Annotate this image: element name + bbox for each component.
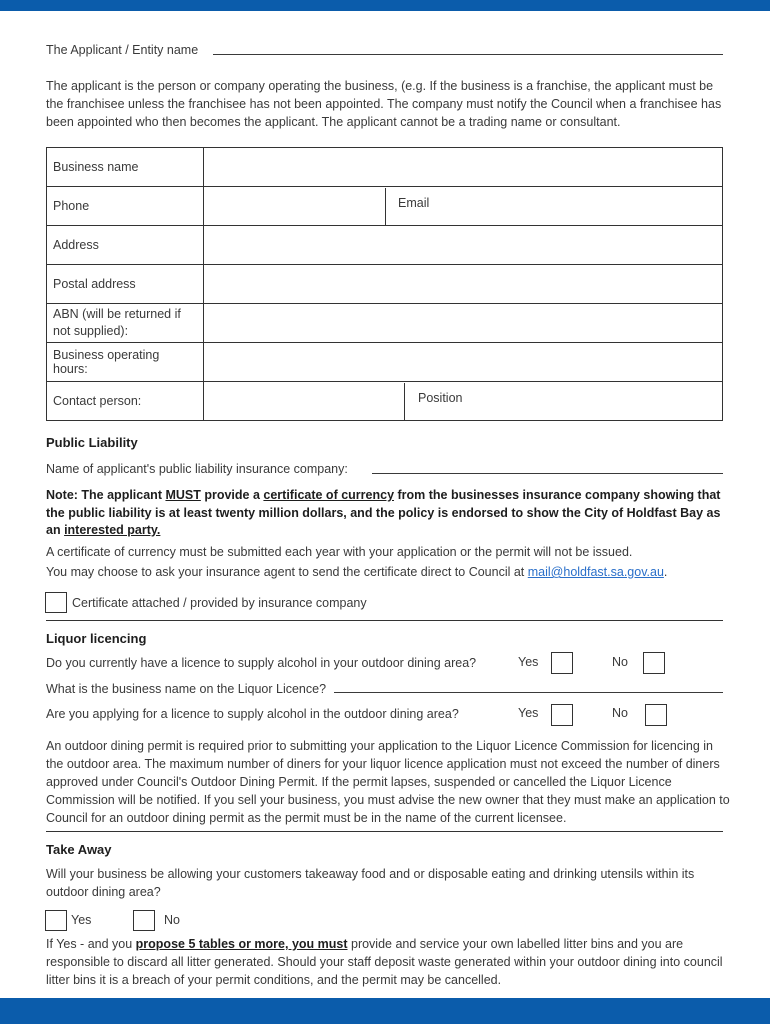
postal-address-label: Postal address bbox=[47, 265, 204, 304]
business-details-table bbox=[46, 147, 723, 421]
liquor-q1-yes-checkbox[interactable] bbox=[551, 652, 573, 674]
liquor-q2-text: What is the business name on the Liquor Licence? bbox=[46, 682, 327, 696]
takeaway-heading: Take Away bbox=[46, 842, 112, 857]
note-part-1: Note: The applicant bbox=[46, 488, 166, 502]
email-label: Email bbox=[398, 195, 430, 210]
liquor-q1-yes-label: Yes bbox=[518, 655, 539, 669]
contact-person-label: Contact person: bbox=[47, 382, 204, 421]
takeaway-no-checkbox[interactable] bbox=[133, 910, 155, 931]
position-label: Position bbox=[418, 390, 463, 405]
entity-name-field[interactable] bbox=[213, 54, 723, 55]
note-certificate: certificate of currency bbox=[263, 488, 395, 502]
liquor-q3-no-checkbox[interactable] bbox=[645, 704, 667, 726]
takeaway-yes-label: Yes bbox=[71, 913, 92, 927]
liquor-licence-name-field[interactable] bbox=[334, 692, 723, 693]
top-banner bbox=[0, 0, 770, 11]
insurer-label: Name of applicant's public liability insurance company: bbox=[46, 462, 348, 476]
entity-name-label: The Applicant / Entity name bbox=[46, 43, 199, 57]
liquor-q3-text: Are you applying for a licence to supply alcohol in the outdoor dining area? bbox=[46, 707, 459, 721]
section-divider-liquor bbox=[46, 620, 723, 621]
applicant-intro: The applicant is the person or company operating the business, (e.g. If the business is a franchise, the applicant must be the franchisee unless the franchisee has not been appointed. The company must notify the Council when a franchisee has been appointed who then becomes the applicant. The applicant cannot be a trading name or consultant. bbox=[46, 79, 722, 129]
certificate-attached-checkbox[interactable] bbox=[45, 592, 67, 613]
phone-field[interactable] bbox=[204, 188, 385, 225]
takeaway-question: Will your business be allowing your customers takeaway food and or disposable eating and drinking utensils within its outdoor dining area? bbox=[46, 867, 695, 899]
certificate-attached-label: Certificate attached / provided by insurance company bbox=[72, 596, 367, 610]
note-interested-party: interested party. bbox=[64, 523, 161, 537]
agent-text bbox=[46, 563, 730, 581]
liquor-q3-yes-checkbox[interactable] bbox=[551, 704, 573, 726]
takeaway-if-yes-text bbox=[46, 935, 730, 989]
liquor-heading: Liquor licencing bbox=[46, 631, 147, 646]
liquor-q3-yes-label: Yes bbox=[518, 706, 539, 720]
postal-address-field[interactable] bbox=[204, 265, 723, 304]
takeaway-no-label: No bbox=[164, 913, 180, 927]
note-part-2: provide a bbox=[200, 488, 264, 502]
business-name-field[interactable] bbox=[204, 148, 723, 187]
contact-person-field[interactable] bbox=[204, 383, 404, 420]
note-part-3: from the businesses insurance company showing that the public liability is at least twenty million dollars, and the policy is endorsed to show the City of Holdfast Bay as an bbox=[46, 488, 721, 537]
if-yes-part-1: If Yes - and you bbox=[46, 937, 136, 951]
if-yes-bold: propose 5 tables or more, you must bbox=[135, 937, 348, 951]
if-yes-part-2: provide and service your own labelled litter bins and you are responsible to discard all litter generated. Should your staff deposit waste generated within your outdoor dining into council litter bins it is a breach of your permit conditions, and the permit may be cancelled. bbox=[46, 937, 723, 987]
public-liability-heading: Public Liability bbox=[46, 435, 138, 450]
council-email-link[interactable]: mail@holdfast.sa.gov.au bbox=[527, 565, 664, 579]
note-must: MUST bbox=[165, 488, 201, 502]
position-field[interactable] bbox=[474, 383, 714, 420]
liquor-q1-no-checkbox[interactable] bbox=[643, 652, 665, 674]
cert-each-year-text: A certificate of currency must be submitted each year with your application or the permit will not be issued. bbox=[46, 545, 633, 559]
public-liability-note bbox=[46, 487, 726, 540]
phone-email-divider bbox=[385, 188, 386, 225]
operating-hours-label: Business operating hours: bbox=[47, 343, 204, 382]
business-name-label: Business name bbox=[47, 148, 204, 187]
liquor-info-text: An outdoor dining permit is required prior to submitting your application to the Liquor Licence Commission for licencing in the outdoor area. The maximum number of diners for your liquor licence application must not exceed the number of diners approved under Council's Outdoor Dining Permit. If the permit lapses, suspended or cancelled the Liquor Licence Commission will be notified. If you sell your business, you must advise the new owner that they must make an application to Council for an outdoor dining permit as the permit must be in the name of the current licensee. bbox=[46, 739, 730, 825]
bottom-banner bbox=[0, 998, 770, 1024]
address-field[interactable] bbox=[204, 226, 723, 265]
agent-text-body: You may choose to ask your insurance agent to send the certificate direct to Council at bbox=[46, 565, 528, 579]
liquor-q1-text: Do you currently have a licence to supply alcohol in your outdoor dining area? bbox=[46, 656, 477, 670]
phone-label: Phone bbox=[47, 187, 204, 226]
agent-text-end: . bbox=[663, 565, 668, 579]
abn-field[interactable] bbox=[204, 304, 723, 343]
liquor-q3-no-label: No bbox=[612, 706, 628, 720]
liquor-q1-no-label: No bbox=[612, 655, 628, 669]
address-label: Address bbox=[47, 226, 204, 265]
contact-position-divider bbox=[404, 383, 405, 420]
operating-hours-field[interactable] bbox=[204, 343, 723, 382]
section-divider-takeaway bbox=[46, 831, 723, 832]
takeaway-yes-checkbox[interactable] bbox=[45, 910, 67, 931]
abn-label: ABN (will be returned if not supplied): bbox=[47, 304, 204, 343]
insurer-field[interactable] bbox=[372, 473, 723, 474]
email-field[interactable] bbox=[444, 188, 714, 225]
